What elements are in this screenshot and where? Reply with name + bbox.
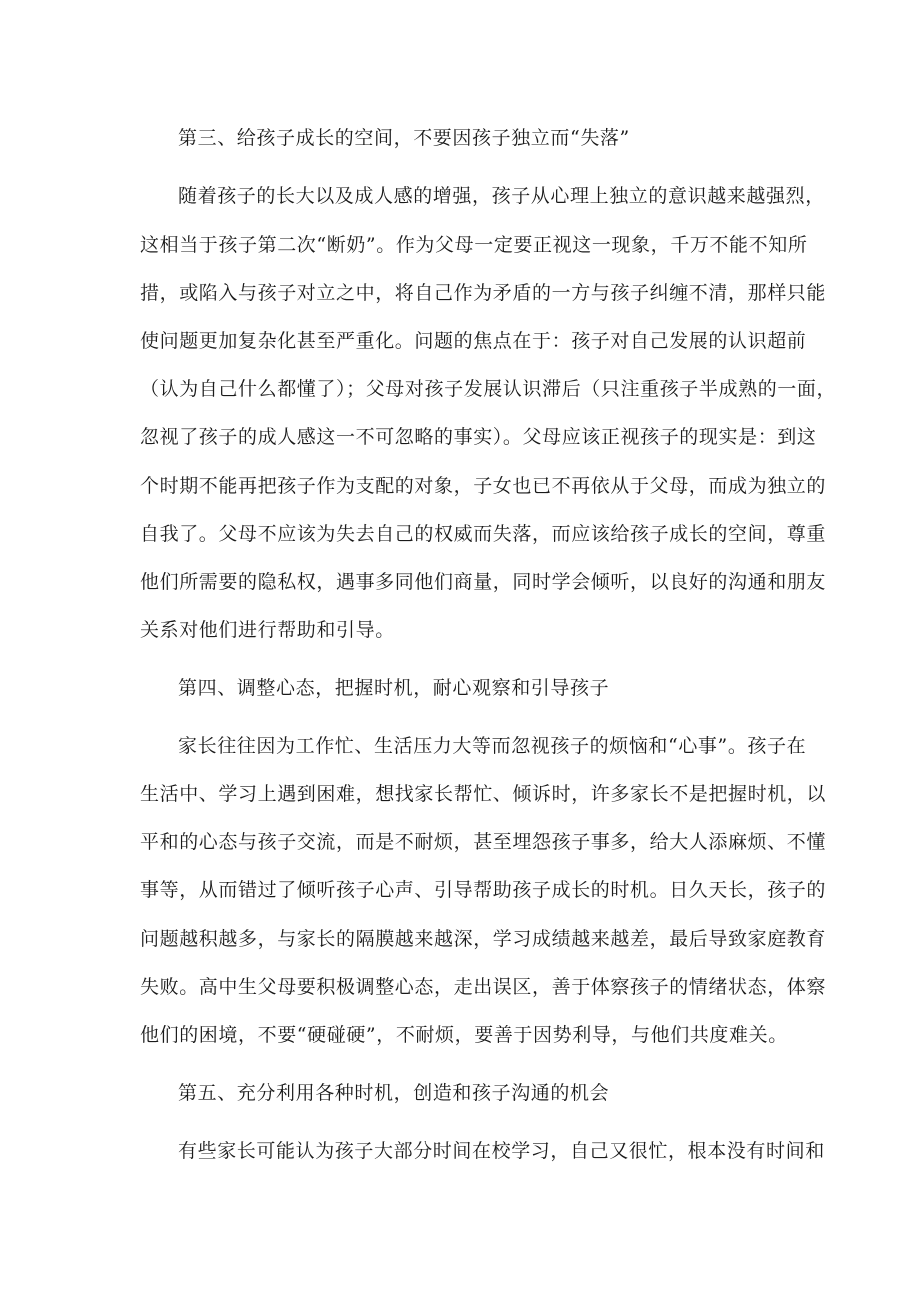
paragraph-line: 事等，从而错过了倾听孩子心声、引导帮助孩子成长的时机。日久天长，孩子的 [140, 879, 827, 901]
heading-section-three: 第三、给孩子成长的空间，不要因孩子独立而“失落” [178, 127, 630, 149]
paragraph-line: 使问题更加复杂化甚至严重化。问题的焦点在于：孩子对自己发展的认识超前 [140, 330, 807, 352]
paragraph-line: 平和的心态与孩子交流，而是不耐烦，甚至埋怨孩子事多，给大人添麻烦、不懂 [140, 831, 827, 853]
paragraph-line: 措，或陷入与孩子对立之中，将自己作为矛盾的一方与孩子纠缠不清，那样只能 [140, 282, 827, 304]
paragraph-line: 个时期不能再把孩子作为支配的对象，子女也已不再依从于父母，而成为独立的 [140, 475, 827, 497]
paragraph-line: （认为自己什么都懂了）；父母对孩子发展认识滞后（只注重孩子半成熟的一面， [140, 378, 837, 400]
paragraph-line: 关系对他们进行帮助和引导。 [140, 619, 395, 641]
paragraph-line: 问题越积越多，与家长的隔膜越来越深，学习成绩越来越差，最后导致家庭教育 [140, 928, 827, 950]
paragraph-line: 家长往往因为工作忙、生活压力大等而忽视孩子的烦恼和“心事”。孩子在 [178, 735, 807, 757]
paragraph-line: 随着孩子的长大以及成人感的增强，孩子从心理上独立的意识越来越强烈， [178, 185, 825, 207]
paragraph-line: 他们所需要的隐私权，遇事多同他们商量，同时学会倾听，以良好的沟通和朋友 [140, 571, 827, 593]
heading-section-five: 第五、充分利用各种时机，创造和孩子沟通的机会 [178, 1082, 610, 1104]
paragraph-line: 生活中、学习上遇到困难，想找家长帮忙、倾诉时，许多家长不是把握时机，以 [140, 783, 827, 805]
paragraph-line: 失败。高中生父母要积极调整心态，走出误区，善于体察孩子的情绪状态，体察 [140, 976, 827, 998]
paragraph-line: 这相当于孩子第二次“断奶”。作为父母一定要正视这一现象，千万不能不知所 [140, 234, 808, 256]
paragraph-line: 自我了。父母不应该为失去自己的权威而失落，而应该给孩子成长的空间，尊重 [140, 523, 827, 545]
paragraph-line: 有些家长可能认为孩子大部分时间在校学习，自己又很忙，根本没有时间和 [178, 1140, 825, 1162]
paragraph-line: 忽视了孩子的成人感这一不可忽略的事实）。父母应该正视孩子的现实是：到这 [140, 426, 817, 448]
heading-section-four: 第四、调整心态，把握时机，耐心观察和引导孩子 [178, 677, 610, 699]
paragraph-line: 他们的困境，不要“硬碰硬”，不耐烦，要善于因势利导，与他们共度难关。 [140, 1024, 788, 1046]
